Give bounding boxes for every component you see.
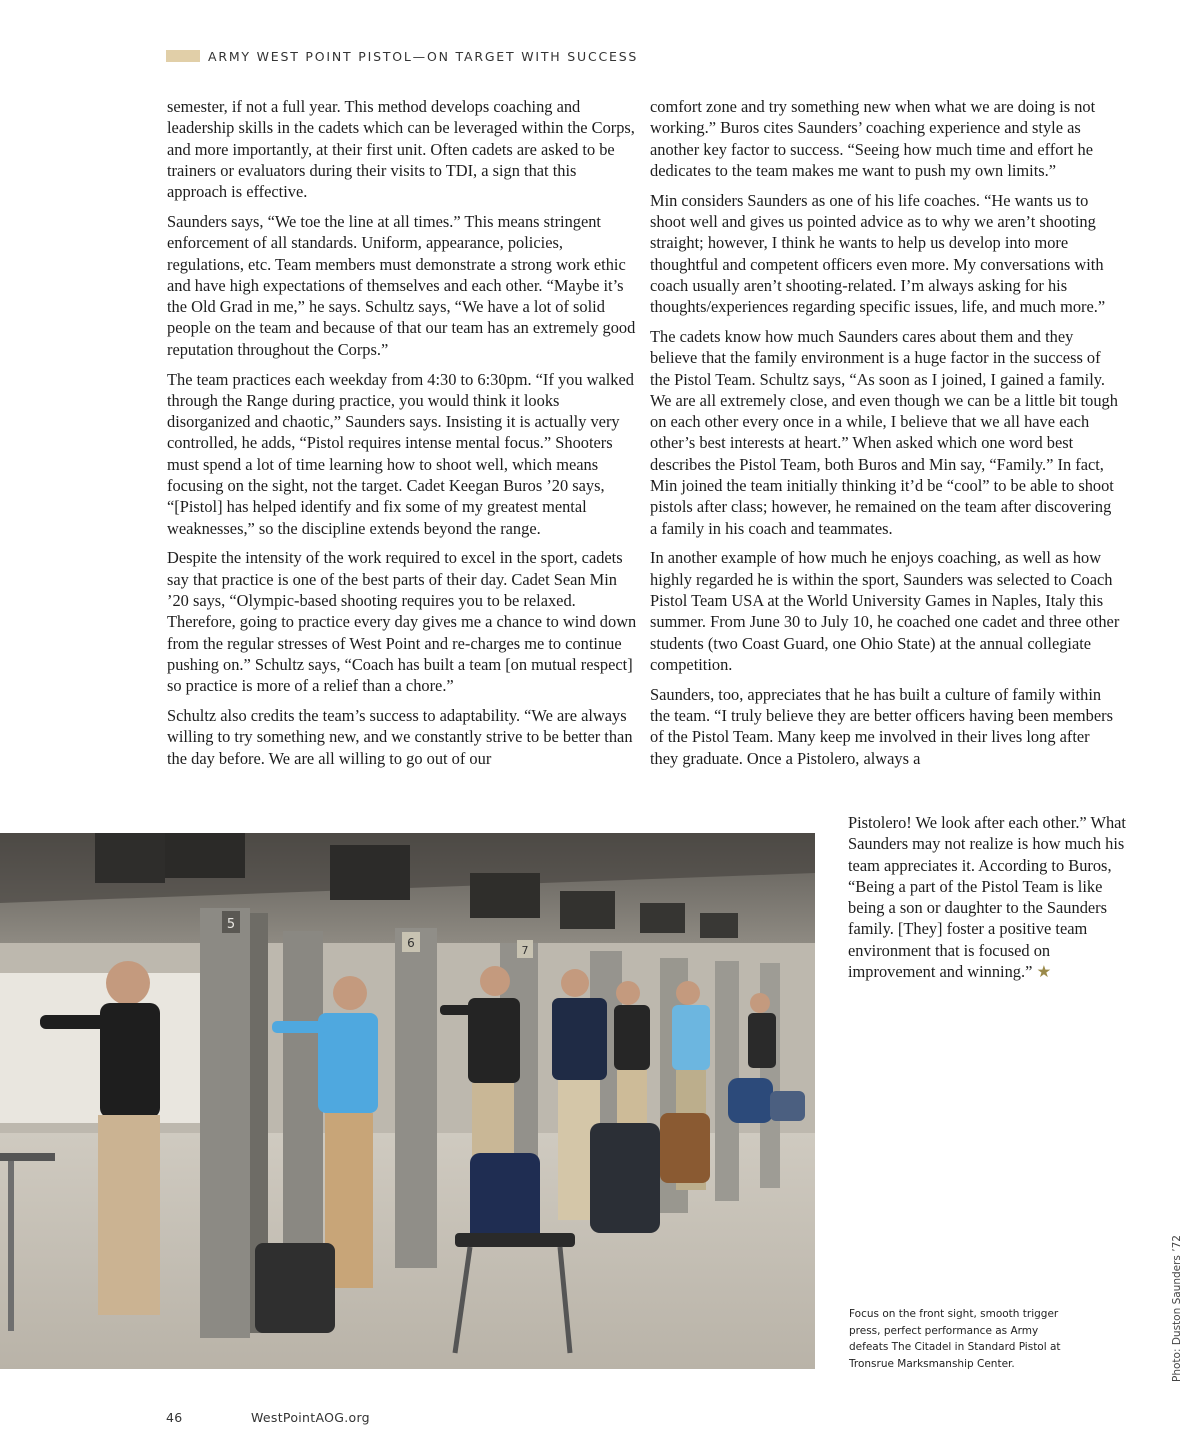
paragraph: Min considers Saunders as one of his life coaches. “He wants us to shoot well and gives us pointed advice as to why we aren’t shooting straight; however, I think he wants to help us develop into more thoughtful and competent officers even more. My conversations with coach usually aren’t shooting-related. I’m always asking for his thoughts/experiences regarding specific issues, life, and much more.”: [650, 190, 1106, 317]
article-column-narrow: [848, 812, 1128, 991]
booth-number-6: 6: [407, 936, 415, 950]
end-star-icon: ★: [1036, 962, 1052, 982]
closing-text: Pistolero! We look after each other.” What Saunders may not realize is how much his team appreciates it. According to Buros, “Being a part of the Pistol Team is like being a son or daughter to the Saunders family. [They] foster a positive team environment that is focused on improvement and winning.”: [848, 813, 1126, 982]
article-column-right: [650, 96, 1120, 777]
booth-number-5: 5: [226, 917, 236, 932]
paragraph: [848, 812, 1128, 982]
paragraph: Saunders says, “We toe the line at all times.” This means stringent enforcement of all standards. Uniform, appearance, policies, regulations, etc. Team members must demonstrate a strong work ethic and have high expectations of themselves and each other. “Maybe it’s the Old Grad in me,” he says. Schultz says, “We have a lot of solid people on the team and because of that our team has an extremely good reputation throughout the Corps.”: [167, 211, 636, 359]
booth-number-7: 7: [521, 944, 529, 957]
footer-site-name: WestPointAOG.org: [251, 1410, 370, 1425]
paragraph: Despite the intensity of the work required to excel in the sport, cadets say that practice is one of the best parts of their day. Cadet Sean Min ’20 says, “Olympic-based shooting requires you to be relaxed. Therefore, going to practice every day gives me a chance to wind down from the regular stresses of West Point and re-charges me to continue pushing on.” Schultz says, “Coach has built a team [on mutual respect] so practice is more of a relief than a chore.”: [167, 548, 637, 696]
photo-caption: Focus on the front sight, smooth trigger press, perfect performance as Army defeats The Citadel in Standard Pistol at Tronsrue Marksmanship Center.: [849, 1308, 1061, 1370]
paragraph: semester, if not a full year. This method develops coaching and leadership skills in the cadets which can be leveraged within the Corps, and more importantly, at their first unit. Often cadets are asked to be trainers or evaluators during their visits to TDI, a sign that this approach is effective.: [167, 97, 635, 202]
shooting-range-photo: [0, 833, 815, 1369]
article-column-left: [167, 96, 637, 777]
paragraph: comfort zone and try something new when what we are doing is not working.” Buros cites Saunders’ coaching experience and style as another key factor to success. “Seeing how much time and effort he dedicates to the team makes me want to push my own limits.”: [650, 97, 1096, 180]
photo-credit: Photo: Duston Saunders ’72: [1171, 1235, 1183, 1382]
paragraph: The cadets know how much Saunders cares about them and they believe that the family environment is a huge factor in the success of the Pistol Team. Schultz says, “As soon as I joined, I gained a family. We are all extremely close, and even though we can be a little bit tough on each other every once in a while, I believe that we all have each other’s best interests at heart.” When asked which one word best describes the Pistol Team, both Buros and Min say, “Family.” In fact, Min joined the team initially thinking it’d be “cool” to be able to shoot pistols after class; however, he remained on the team after discovering a family in his coach and teammates.: [650, 326, 1118, 538]
page-number: 46: [166, 1410, 183, 1425]
paragraph: In another example of how much he enjoys coaching, as well as how highly regarded he is within the sport, Saunders was selected to Coach Pistol Team USA at the World University Games in Naples, Italy this summer. From June 30 to July 10, he coached one cadet and three other students (two Coast Guard, one Ohio State) at the annual collegiate competition.: [650, 548, 1120, 674]
paragraph: Saunders, too, appreciates that he has built a culture of family within the team. “I truly believe they are better officers having been members of the Pistol Team. Many keep me involved in their lives long after they graduate. Once a Pistolero, always a: [650, 684, 1113, 768]
header-title: ARMY WEST POINT PISTOL—ON TARGET WITH SUCCESS: [208, 48, 639, 64]
running-header: [166, 47, 638, 65]
paragraph: Schultz also credits the team’s success to adaptability. “We are always willing to try something new, and we constantly strive to be better than the day before. We are all willing to go out of our: [167, 706, 633, 768]
chair-with-jacket: [255, 1243, 335, 1333]
paragraph: The team practices each weekday from 4:30 to 6:30pm. “If you walked through the Range during practice, you would think it looks disorganized and chaotic,” Saunders says. Insisting it is actually very controlled, he adds, “Pistol requires intense mental focus.” Shooters must spend a lot of time learning how to shoot well, which means focusing on the sight, not the target. Cadet Keegan Buros ’20 says, “[Pistol] has helped identify and fix some of my greatest mental weaknesses,” so the discipline extends beyond the range.: [167, 369, 634, 538]
header-accent-bar: [166, 50, 200, 62]
